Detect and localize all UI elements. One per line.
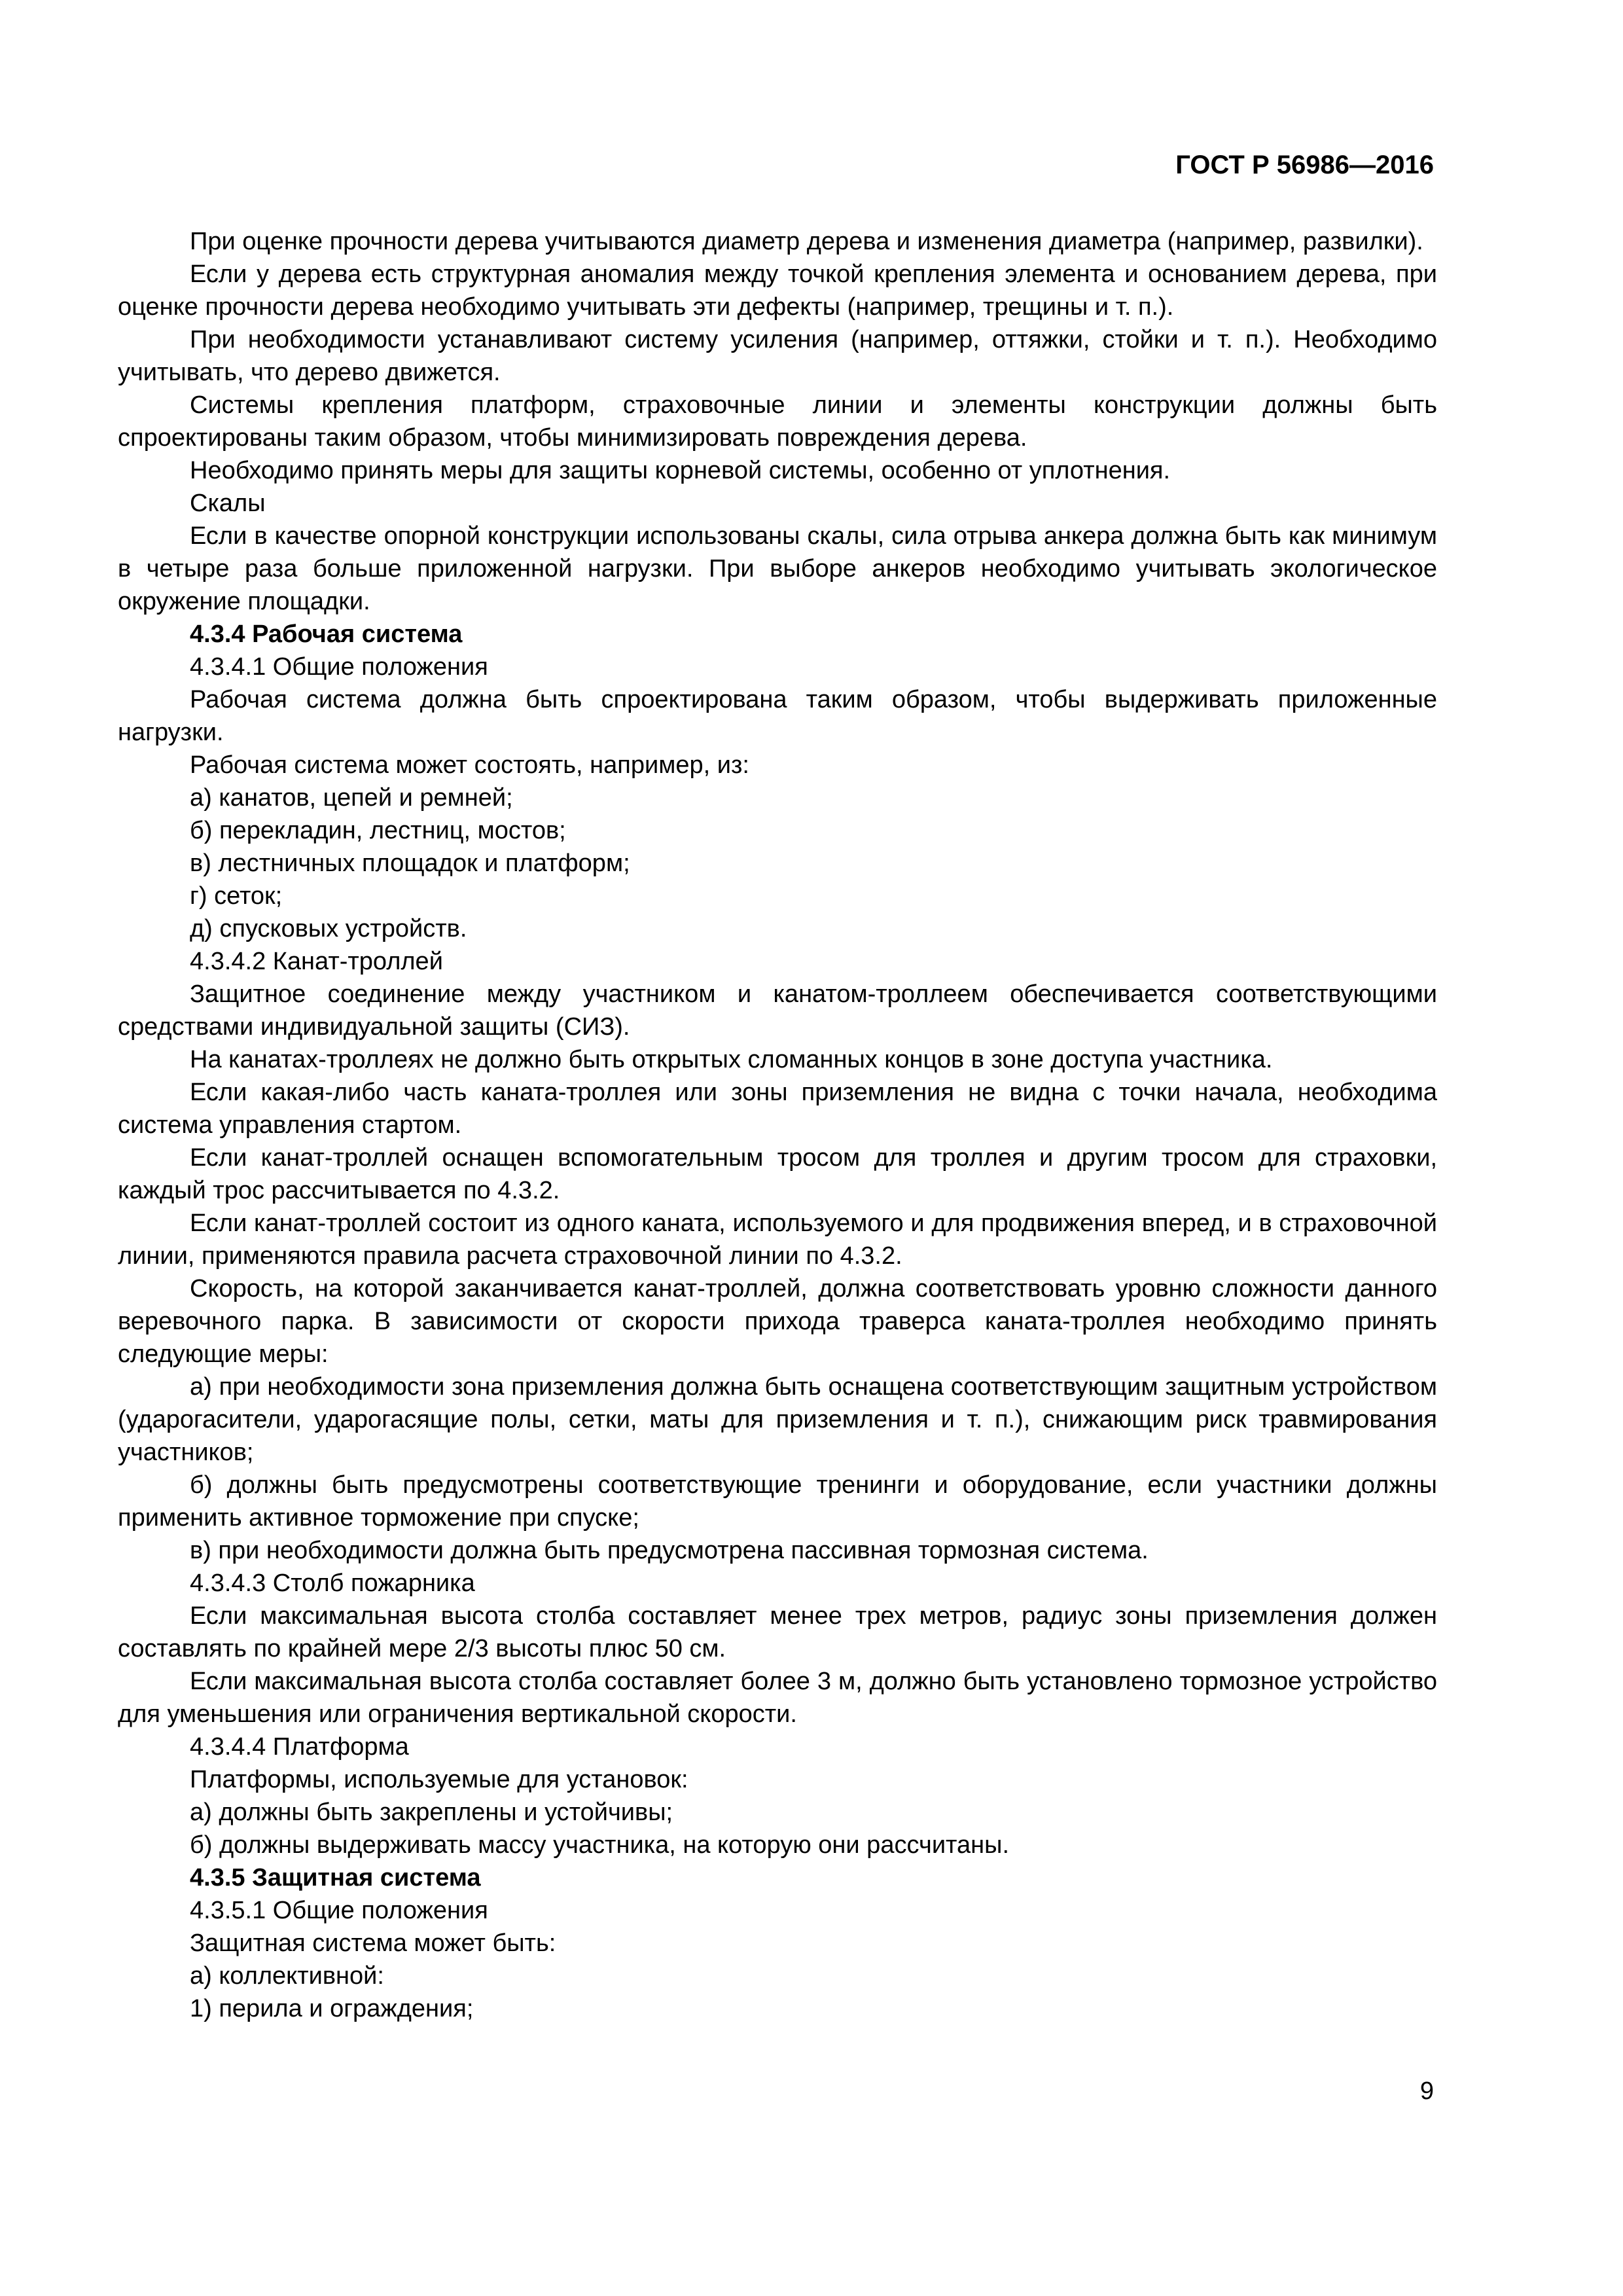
paragraph: На канатах-троллеях не должно быть открытых сломанных концов в зоне доступа участника. (190, 1046, 1273, 1073)
list-item: а) при необходимости зона приземления должна быть оснащена соответствующим защитным устройством (ударогасители, ударогасящие полы, сетки, маты для приземления и т. п.), снижающим риск травмирования участников; (118, 1373, 1437, 1466)
paragraph: Рабочая система может состоять, например, из: (190, 751, 749, 779)
paragraph: При необходимости устанавливают систему усиления (например, оттяжки, стойки и т. п.). Необходимо учитывать, что дерево движется. (118, 326, 1437, 386)
subsection-heading: 4.3.4.1 Общие положения (190, 653, 488, 681)
paragraph: При оценке прочности дерева учитываются диаметр дерева и изменения диаметра (например, развилки). (190, 228, 1423, 255)
paragraph: Платформы, используемые для установок: (190, 1766, 688, 1793)
list-item: б) должны быть предусмотрены соответствующие тренинги и оборудование, если участники должны применить активное торможение при спуске; (118, 1471, 1437, 1532)
paragraph: Если у дерева есть структурная аномалия между точкой крепления элемента и основанием дерева, при оценке прочности дерева необходимо учитывать эти дефекты (например, трещины и т. п.). (118, 260, 1437, 321)
list-item: а) коллективной: (190, 1962, 384, 1990)
subsection-heading: 4.3.4.4 Платформа (190, 1733, 409, 1761)
paragraph: Необходимо принять меры для защиты корневой системы, особенно от уплотнения. (190, 457, 1171, 484)
subsection-heading: 4.3.4.2 Канат-троллей (190, 948, 443, 975)
subsection-heading: 4.3.5.1 Общие положения (190, 1897, 488, 1924)
paragraph: Скорость, на которой заканчивается канат-троллей, должна соответствовать уровню сложности данного веревочного парка. В зависимости от скорости прихода траверса каната-троллея необходимо принять следующие меры: (118, 1275, 1437, 1368)
list-item: б) перекладин, лестниц, мостов; (190, 817, 566, 844)
paragraph: Если максимальная высота столба составляет менее трех метров, радиус зоны приземления должен составлять по крайней мере 2/3 высоты плюс 50 см. (118, 1602, 1437, 1662)
list-item: в) лестничных площадок и платформ; (190, 850, 630, 877)
page-header (1175, 147, 1434, 183)
section-heading-4-3-5: 4.3.5 Защитная система (190, 1864, 481, 1892)
paragraph: Системы крепления платформ, страховочные линии и элементы конструкции должны быть спроектированы таким образом, чтобы минимизировать повреждения дерева. (118, 391, 1437, 452)
paragraph: Если в качестве опорной конструкции использованы скалы, сила отрыва анкера должна быть как минимум в четыре раза больше приложенной нагрузки. При выборе анкеров необходимо учитывать экологическое окружение площадки. (118, 522, 1437, 615)
page-number (1420, 2075, 1434, 2108)
paragraph: Рабочая система должна быть спроектирована таким образом, чтобы выдерживать приложенные нагрузки. (118, 686, 1437, 746)
page-number-value: 9 (1419, 2077, 1434, 2105)
list-item: д) спусковых устройств. (190, 915, 467, 942)
list-item: г) сеток; (190, 882, 283, 910)
subheading-rocks: Скалы (190, 490, 266, 517)
paragraph: Если какая-либо часть каната-троллея или зоны приземления не видна с точки начала, необходима система управления стартом. (118, 1079, 1437, 1139)
paragraph: Если канат-троллей состоит из одного каната, используемого и для продвижения вперед, и в страховочной линии, применяются правила расчета страховочной линии по 4.3.2. (118, 1210, 1437, 1270)
paragraph: Защитная система может быть: (190, 1929, 556, 1957)
paragraph: Защитное соединение между участником и канатом-троллеем обеспечивается соответствующими средствами индивидуальной защиты (СИЗ). (118, 980, 1437, 1041)
section-heading-4-3-4: 4.3.4 Рабочая система (190, 620, 463, 648)
paragraph: Если канат-троллей оснащен вспомогательным тросом для троллея и другим тросом для страховки, каждый трос рассчитывается по 4.3.2. (118, 1144, 1437, 1204)
list-item: б) должны выдерживать массу участника, на которую они рассчитаны. (190, 1831, 1010, 1859)
list-item: а) канатов, цепей и ремней; (190, 784, 513, 812)
document-code: ГОСТ Р 56986—2016 (1175, 151, 1434, 179)
list-item: 1) перила и ограждения; (190, 1995, 474, 2022)
list-item: а) должны быть закреплены и устойчивы; (190, 1799, 673, 1826)
paragraph: Если максимальная высота столба составляет более 3 м, должно быть установлено тормозное устройство для уменьшения или ограничения вертикальной скорости. (118, 1668, 1437, 1728)
list-item: в) при необходимости должна быть предусмотрена пассивная тормозная система. (190, 1537, 1149, 1564)
subsection-heading: 4.3.4.3 Столб пожарника (190, 1570, 475, 1597)
page-body (118, 225, 1437, 2025)
